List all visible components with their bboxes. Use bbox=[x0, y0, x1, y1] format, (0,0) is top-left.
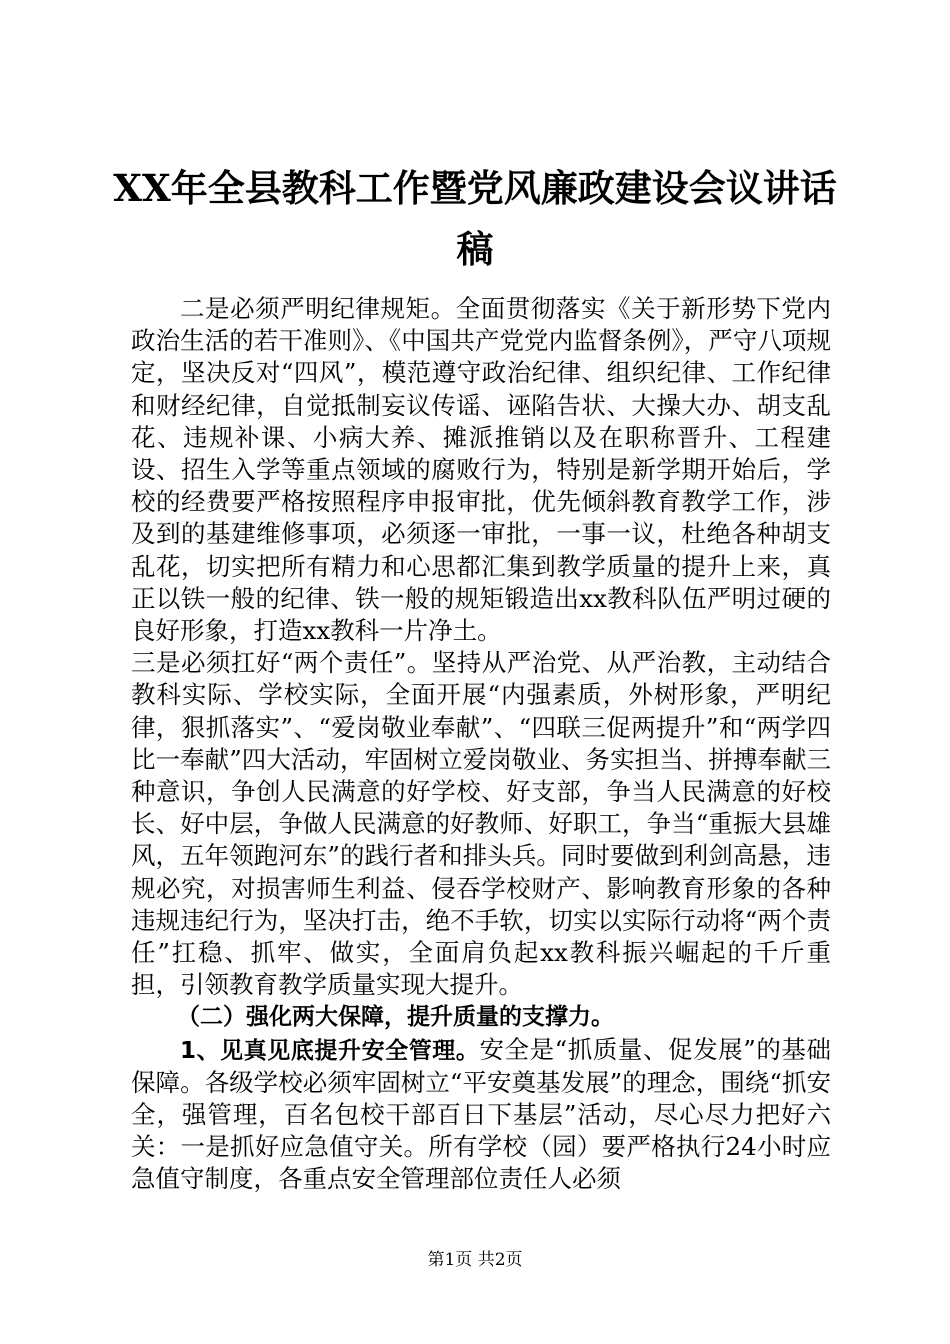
page-footer: 第1页 共2页 bbox=[427, 1250, 523, 1270]
paragraph-safety bbox=[131, 1034, 831, 1196]
paragraph-responsibility: 三是必须扛好“两个责任”。坚持从严治党、从严治教，主动结合教科实际、学校实际，全面开展“内强素质，外树形象，严明纪律，狠抓落实”、“爱岗敬业奉献”、“四联三促两提升”和“两学四比一奉献”四大活动，牢固树立爱岗敬业、务实担当、拼搏奉献三种意识，争创人民满意的好学校、好支部，争当人民满意的好校长、好中层，争做人民满意的好教师、好职工，争当“重振大县雄风，五年领跑河东”的践行者和排头兵。同时要做到利剑高悬，违规必究，对损害师生利益、侵吞学校财产、影响教育形象的各种违规违纪行为，坚决打击，绝不手软，切实以实际行动将“两个责任”扛稳、抓牢、做实，全面肩负起xx教科振兴崛起的千斤重担，引领教育教学质量实现大提升。 bbox=[131, 648, 831, 1000]
paragraph-safety-text: 安全是“抓质量、促发展”的基础保障。各级学校必须牢固树立“平安奠基发展”的理念，围绕“抓安全，强管理，百名包校干部百日下基层”活动，尽心尽力把好六关：一是抓好应急值守关。所有学校（园）要严格执行24小时应急值守制度，各重点安全管理部位责任人必须 bbox=[131, 1034, 831, 1194]
title-line-1: XX年全县教科工作暨党风廉政建设会议讲话 bbox=[113, 166, 837, 210]
section-heading: （二）强化两大保障，提升质量的支撑力。 bbox=[177, 1004, 614, 1031]
title-line-2: 稿 bbox=[456, 227, 494, 271]
paragraph-discipline: 二是必须严明纪律规矩。全面贯彻落实《关于新形势下党内政治生活的若干准则》、《中国共产党党内监督条例》，严守八项规定，坚决反对“四风”，模范遵守政治纪律、组织纪律、工作纪律和财经纪律，自觉抵制妄议传谣、诬陷告状、大操大办、胡支乱花、违规补课、小病大养、摊派推销以及在职称晋升、工程建设、招生入学等重点领域的腐败行为，特别是新学期开始后，学校的经费要严格按照程序申报审批，优先倾斜教育教学工作，涉及到的基建维修事项，必须逐一审批，一事一议，杜绝各种胡支乱花，切实把所有精力和心思都汇集到教学质量的提升上来，真正以铁一般的纪律、铁一般的规矩锻造出xx教科队伍严明过硬的良好形象，打造xx教科一片净土。 bbox=[131, 294, 831, 646]
document-title bbox=[100, 158, 850, 280]
paragraph-safety-lead: 1、见真见底提升安全管理。 bbox=[180, 1037, 480, 1064]
document-body bbox=[131, 293, 831, 1196]
